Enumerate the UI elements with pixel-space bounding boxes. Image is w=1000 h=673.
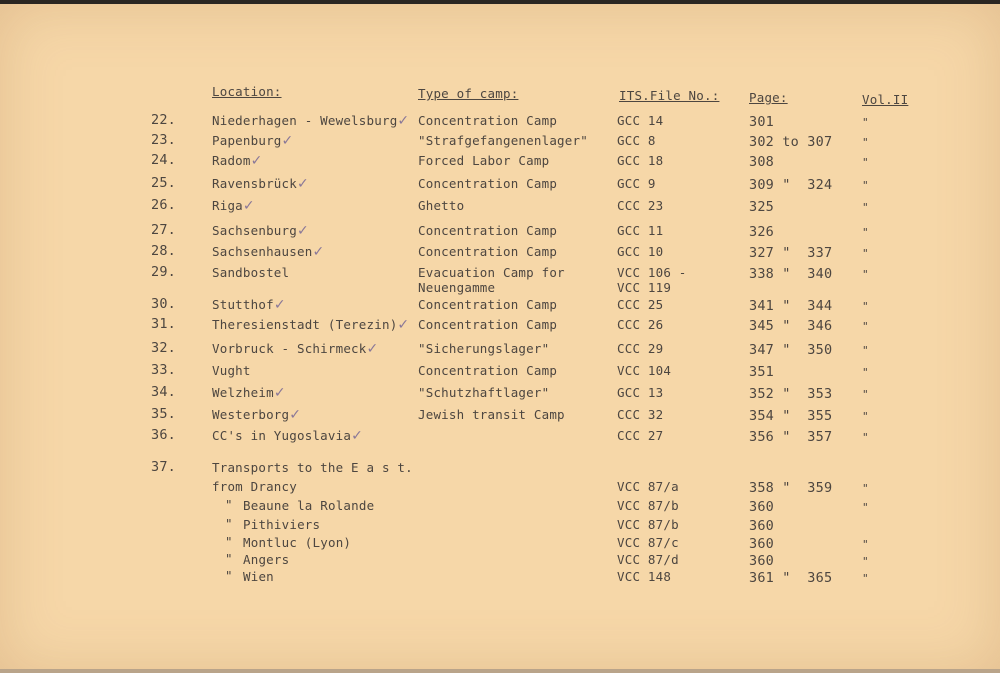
page-reference: 325 <box>749 199 774 215</box>
header-type-of-camp: Type of camp: <box>418 86 519 101</box>
location-ditto: " <box>225 534 233 549</box>
vol-ditto: " <box>862 116 869 129</box>
its-file-number: GCC 10 <box>617 244 664 259</box>
its-file-number: VCC 104 <box>617 363 672 378</box>
location-name: Riga✓ <box>212 198 255 214</box>
its-file-number: GCC 11 <box>617 223 664 238</box>
camp-type: "Schutzhaftlager" <box>418 385 550 400</box>
row-number: 25. <box>151 175 176 191</box>
vol-ditto: " <box>862 555 869 568</box>
document-page <box>0 4 1000 673</box>
row-number: 29. <box>151 264 176 280</box>
header-vol: Vol.II <box>862 92 909 107</box>
camp-type: Ghetto <box>418 198 465 213</box>
location-name: Papenburg✓ <box>212 133 294 149</box>
location-ditto: " <box>225 516 233 531</box>
check-mark-icon: ✓ <box>296 223 309 239</box>
row-number: 28. <box>151 243 176 259</box>
check-mark-icon: ✓ <box>312 244 325 260</box>
vol-ditto: " <box>862 482 869 495</box>
transport-origin: Beaune la Rolande <box>243 498 375 513</box>
check-mark-icon: ✓ <box>289 407 302 423</box>
its-file-number: VCC 87/d <box>617 552 679 567</box>
its-file-number: GCC 18 <box>617 153 664 168</box>
page-reference: 360 <box>749 536 774 552</box>
row-number: 23. <box>151 132 176 148</box>
row-number: 35. <box>151 406 176 422</box>
location-name: Radom✓ <box>212 153 263 169</box>
page-reference: 360 <box>749 499 774 515</box>
vol-ditto: " <box>862 538 869 551</box>
location-name: Theresienstadt (Terezin)✓ <box>212 317 410 333</box>
page-reference: 327 " 337 <box>749 245 833 261</box>
location-name: Stutthof✓ <box>212 297 286 313</box>
camp-type: Concentration Camp <box>418 223 558 238</box>
check-mark-icon: ✓ <box>366 341 379 357</box>
its-file-number: VCC 148 <box>617 569 672 584</box>
its-file-number: VCC 87/c <box>617 535 679 550</box>
page-reference: 308 <box>749 154 774 170</box>
vol-ditto: " <box>862 268 869 281</box>
row-number: 32. <box>151 340 176 356</box>
vol-ditto: " <box>862 247 869 260</box>
camp-type: Concentration Camp <box>418 244 558 259</box>
location-name: Westerborg✓ <box>212 407 302 423</box>
vol-ditto: " <box>862 300 869 313</box>
camp-type: Concentration Camp <box>418 297 558 312</box>
its-file-number: CCC 25 <box>617 297 664 312</box>
vol-ditto: " <box>862 410 869 423</box>
location-name: CC's in Yugoslavia✓ <box>212 428 363 444</box>
page-reference: 360 <box>749 553 774 569</box>
row-number: 26. <box>151 197 176 213</box>
page-reference: 309 " 324 <box>749 177 833 193</box>
location-ditto: " <box>225 497 233 512</box>
camp-type: Concentration Camp <box>418 363 558 378</box>
vol-ditto: " <box>862 201 869 214</box>
transports-title: Transports to the E a s t. <box>212 460 413 475</box>
transport-origin: Montluc (Lyon) <box>243 535 352 550</box>
transport-origin: from Drancy <box>212 479 297 494</box>
check-mark-icon: ✓ <box>296 176 309 192</box>
camp-type: Concentration Camp <box>418 176 558 191</box>
page-reference: 361 " 365 <box>749 570 833 586</box>
vol-ditto: " <box>862 431 869 444</box>
page-reference: 356 " 357 <box>749 429 833 445</box>
row-number: 31. <box>151 316 176 332</box>
check-mark-icon: ✓ <box>250 153 263 169</box>
its-file-number: VCC 106 - <box>617 265 687 280</box>
header-page: Page: <box>749 90 788 105</box>
vol-ditto: " <box>862 572 869 585</box>
page-reference: 302 to 307 <box>749 134 833 150</box>
page-reference: 351 <box>749 364 774 380</box>
location-name: Vught <box>212 363 251 378</box>
page-reference: 345 " 346 <box>749 318 833 334</box>
page-reference: 326 <box>749 224 774 240</box>
its-file-number: VCC 87/b <box>617 498 679 513</box>
vol-ditto: " <box>862 226 869 239</box>
header-its-file-no: ITS.File No.: <box>619 88 720 103</box>
camp-type: Concentration Camp <box>418 317 558 332</box>
camp-type: Forced Labor Camp <box>418 153 550 168</box>
location-name: Sandbostel <box>212 265 290 280</box>
header-location: Location: <box>212 84 282 99</box>
page-reference: 341 " 344 <box>749 298 833 314</box>
transport-origin: Wien <box>243 569 274 584</box>
page-reference: 358 " 359 <box>749 480 833 496</box>
row-number: 27. <box>151 222 176 238</box>
row-number: 33. <box>151 362 176 378</box>
vol-ditto: " <box>862 156 869 169</box>
location-name: Sachsenhausen✓ <box>212 244 325 260</box>
row-number: 34. <box>151 384 176 400</box>
its-file-number: CCC 29 <box>617 341 664 356</box>
location-ditto: " <box>225 551 233 566</box>
location-name: Welzheim✓ <box>212 385 286 401</box>
check-mark-icon: ✓ <box>281 133 294 149</box>
camp-type: "Sicherungslager" <box>418 341 550 356</box>
camp-type-continued: Neuengamme <box>418 280 496 295</box>
row-number: 22. <box>151 112 176 128</box>
row-number: 37. <box>151 459 176 475</box>
transport-origin: Angers <box>243 552 290 567</box>
camp-type: "Strafgefangenenlager" <box>418 133 588 148</box>
check-mark-icon: ✓ <box>397 113 410 129</box>
its-file-number: GCC 13 <box>617 385 664 400</box>
vol-ditto: " <box>862 344 869 357</box>
row-number: 24. <box>151 152 176 168</box>
vol-ditto: " <box>862 388 869 401</box>
its-file-number: CCC 26 <box>617 317 664 332</box>
page-bottom-edge <box>0 669 1000 673</box>
page-reference: 347 " 350 <box>749 342 833 358</box>
its-file-number: GCC 14 <box>617 113 664 128</box>
its-file-number: CCC 23 <box>617 198 664 213</box>
location-name: Niederhagen - Wewelsburg✓ <box>212 113 410 129</box>
vol-ditto: " <box>862 366 869 379</box>
check-mark-icon: ✓ <box>351 428 363 444</box>
vol-ditto: " <box>862 179 869 192</box>
row-number: 36. <box>151 427 176 443</box>
check-mark-icon: ✓ <box>242 198 255 214</box>
vol-ditto: " <box>862 320 869 333</box>
location-ditto: " <box>225 568 233 583</box>
page-reference: 338 " 340 <box>749 266 833 282</box>
check-mark-icon: ✓ <box>273 297 286 313</box>
camp-type: Concentration Camp <box>418 113 558 128</box>
vol-ditto: " <box>862 136 869 149</box>
location-name: Sachsenburg✓ <box>212 223 309 239</box>
camp-type: Jewish transit Camp <box>418 407 565 422</box>
page-reference: 354 " 355 <box>749 408 833 424</box>
its-file-number: CCC 27 <box>617 428 664 443</box>
its-file-number: GCC 8 <box>617 133 656 148</box>
page-reference: 352 " 353 <box>749 386 833 402</box>
its-file-number-continued: VCC 119 <box>617 280 672 295</box>
its-file-number: GCC 9 <box>617 176 656 191</box>
vol-ditto: " <box>862 501 869 514</box>
check-mark-icon: ✓ <box>273 385 286 401</box>
its-file-number: VCC 87/b <box>617 517 679 532</box>
transport-origin: Pithiviers <box>243 517 321 532</box>
page-reference: 301 <box>749 114 774 130</box>
location-name: Ravensbrück✓ <box>212 176 309 192</box>
camp-type: Evacuation Camp for <box>418 265 565 280</box>
row-number: 30. <box>151 296 176 312</box>
check-mark-icon: ✓ <box>397 317 410 333</box>
its-file-number: VCC 87/a <box>617 479 679 494</box>
its-file-number: CCC 32 <box>617 407 664 422</box>
page-reference: 360 <box>749 518 774 534</box>
location-name: Vorbruck - Schirmeck✓ <box>212 341 379 357</box>
